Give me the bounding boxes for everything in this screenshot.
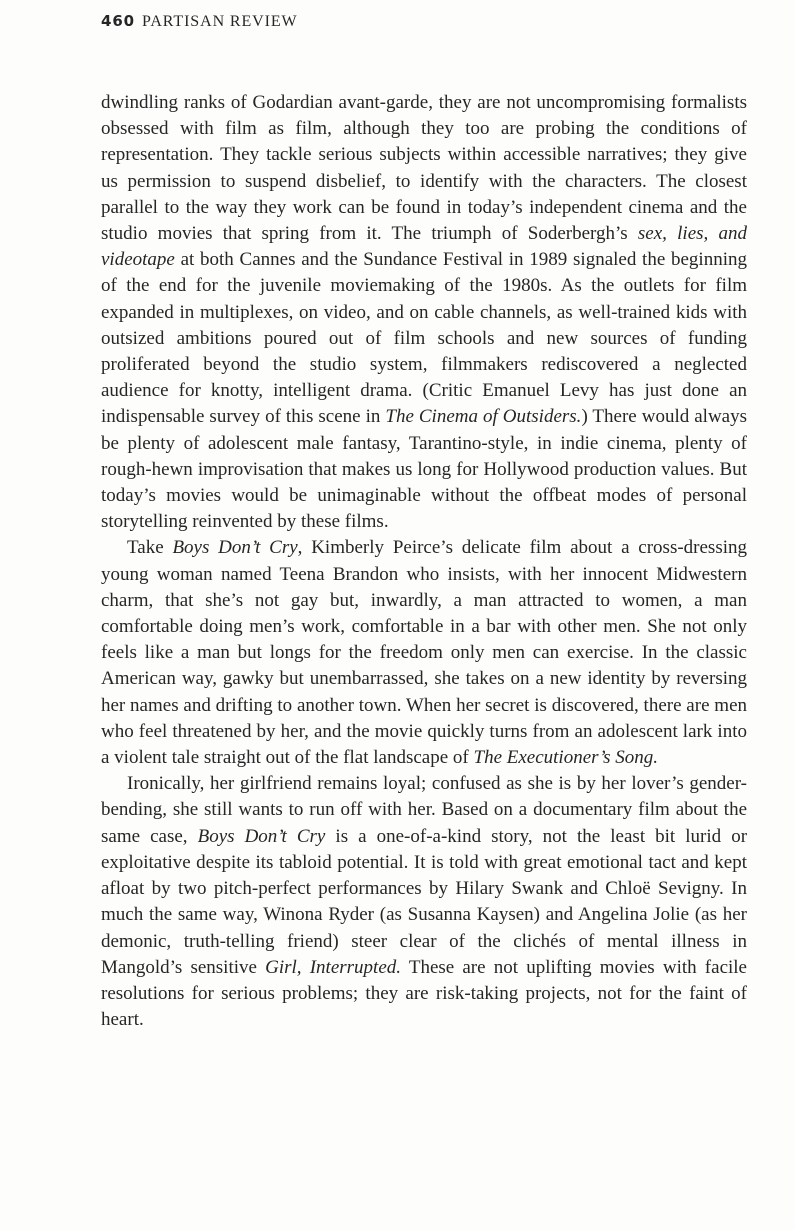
italic-title-text: Boys Don’t Cry [172, 537, 298, 559]
text-run: Take [127, 537, 173, 559]
text-run: ) There would always be plenty of adolescent male fantasy, Tarantino-style, in indie cinema, plenty of rough-hewn improvisation that makes us long for Hollywood production values. But today’s movies would be unimaginable without the offbeat modes of personal storytelling reinvented by these films. [101, 406, 748, 533]
italic-title-text: Boys Don’t Cry [197, 825, 326, 847]
italic-title-text: The Executioner’s Song. [473, 747, 659, 769]
text-run: Ironically, her girlfriend remains loyal; confused as she is by her lover’s gender-bending, she still wants to run off with her. Based on a documentary film about the same case, [101, 773, 747, 847]
body-text [101, 90, 747, 1033]
text-run: , Kimberly Peirce’s delicate film about a cross-dressing young woman named Teena Brandon who insists, with her innocent Midwestern charm, that she’s not gay but, inwardly, a man attracted to women, a man comfortable doing men’s work, comfortable in a bar with other men. She not only feels like a man but longs for the freedom only men can exercise. In the classic American way, gawky but unembarrassed, she takes on a new identity by reversing her names and drifting to another town. When her secret is discovered, there are men who feel threatened by her, and the movie quickly turns from an adolescent lark into a violent tale straight out of the flat landscape of [101, 537, 747, 769]
text-run: dwindling ranks of Godardian avant-garde, they are not uncompromising formalists obsessed with film as film, although they too are probing the conditions of representation. They tackle serious subjects within accessible narratives; they give us permission to suspend disbelief, to identify with the characters. The closest parallel to the way they work can be found in today’s independent cinema and the studio movies that spring from it. The triumph of Soderbergh’s [101, 92, 747, 245]
italic-title-text: The Cinema of Outsiders. [385, 406, 582, 428]
paragraph-2 [101, 535, 747, 771]
journal-title: PARTISAN REVIEW [142, 13, 298, 30]
italic-title-text: Girl, Interrupted. [265, 956, 402, 978]
text-run: These are not uplifting movies with facile resolutions for serious problems; they are risk-taking projects, not for the faint of heart. [101, 956, 747, 1031]
paragraph-1 [101, 90, 747, 535]
running-head [101, 12, 298, 31]
page-number: 460 [101, 12, 136, 30]
paragraph-3 [101, 771, 747, 1033]
text-run: at both Cannes and the Sundance Festival in 1989 signaled the beginning of the end for the juvenile moviemaking of the 1980s. As the outlets for film expanded in multiplexes, on video, and on cable channels, as well-trained kids with outsized ambitions poured out of film schools and new sources of funding proliferated beyond the studio system, filmmakers rediscovered a neglected audience for knotty, intelligent drama. (Critic Emanuel Levy has just done an indispensable survey of this scene in [101, 249, 747, 428]
italic-title-text: sex, lies, and videotape [101, 223, 747, 271]
text-run: is a one-of-a-kind story, not the least bit lurid or exploitative despite its tabloid potential. It is told with great emotional tact and kept afloat by two pitch-perfect performances by Hilary Swank and Chloë Sevigny. In much the same way, Winona Ryder (as Susanna Kaysen) and Angelina Jolie (as her demonic, truth-telling friend) steer clear of the clichés of mental illness in Mangold’s sensitive [101, 825, 748, 978]
